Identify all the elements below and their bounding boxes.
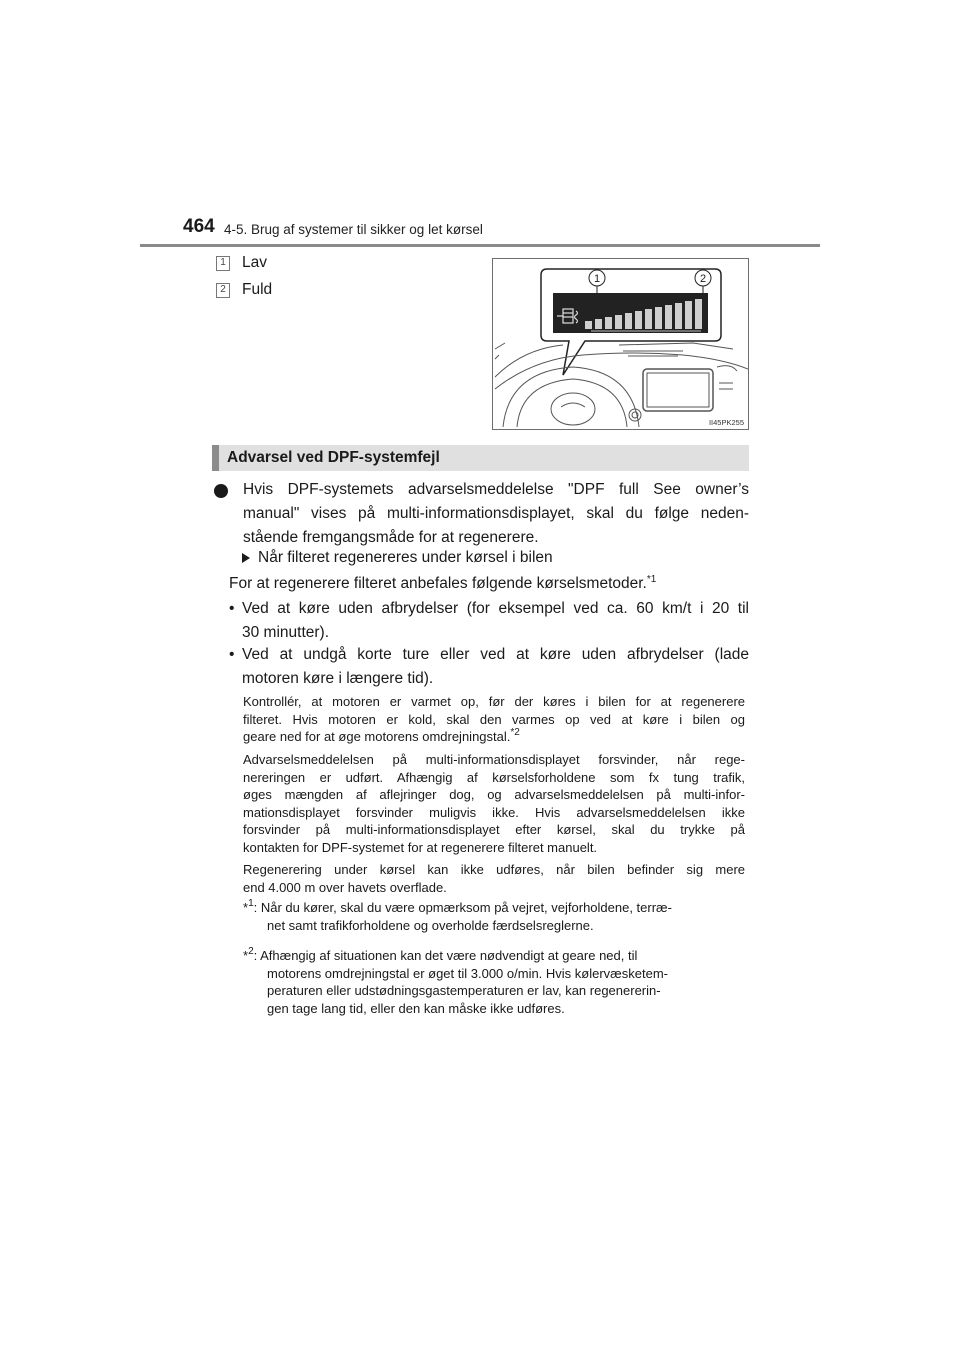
callout-number-2: 2	[216, 283, 230, 298]
figure-code: II45PK255	[708, 418, 744, 427]
dashboard-drawing	[493, 259, 748, 429]
footnote-line: net samt trafikforholdene og overholde færdselsreglerne.	[267, 917, 594, 933]
subheading-text: Advarsel ved DPF-systemfejl	[227, 449, 440, 466]
intro-text: For at regenerere filteret anbefales følgende kørselsmetoder.	[229, 575, 647, 592]
list-line: motoren køre i længere tid).	[242, 670, 434, 687]
bullet-paragraph	[243, 478, 749, 550]
list-line: Ved at køre uden afbrydelser (for eksempel ved ca. 60 km/t i 20 til	[242, 600, 749, 617]
list-line: Ved at undgå korte ture eller ved at køre uden afbrydelser (lade	[242, 646, 749, 663]
footnote-line: : Afhængig af situationen kan det være nødvendigt at geare ned, til	[253, 948, 638, 963]
note-line: geare ned for at øge motorens omdrejningstal.	[243, 729, 511, 744]
callout-label-full: Fuld	[242, 281, 273, 298]
footnote-mark: *	[243, 900, 249, 915]
footnote-number: 1	[248, 898, 254, 909]
bullet-line: stående fremgangsmåde for at regenerere.	[243, 529, 539, 546]
page-number: 464	[183, 216, 215, 237]
driving-method-item	[229, 643, 749, 691]
callout-number-1: 1	[216, 256, 230, 271]
note-line: mationsdisplayet forsvinder muligvis ikke. Hvis advarselsmeddelelsen ikke	[243, 804, 745, 820]
note-warm-engine	[243, 693, 745, 746]
note-footnote-ref: *2	[510, 727, 520, 738]
footnote-mark: *	[243, 948, 249, 963]
intro-footnote-ref: *1	[646, 574, 657, 585]
callout-item-low	[216, 254, 267, 272]
callout-label-low: Lav	[242, 254, 267, 271]
note-line: Advarselsmeddelelsen på multi-informationsdisplayet forsvinder, når rege-	[243, 752, 745, 767]
sub-heading-regeneration: Når filteret regenereres under kørsel i bilen	[258, 549, 553, 566]
header-divider	[140, 244, 820, 247]
intro-paragraph	[229, 572, 656, 596]
footnote-number: 2	[248, 946, 254, 957]
footnote-1	[243, 899, 745, 934]
note-line: Kontrollér, at motoren er varmet op, før der køres i bilen for at regenerere	[243, 694, 745, 709]
list-marker: •	[229, 600, 235, 617]
footnote-line: : Når du kører, skal du være opmærksom på vejret, vejforholdene, terræ-	[253, 900, 672, 915]
footnote-line: gen tage lang tid, eller den kan måske ikke udføres.	[267, 1000, 565, 1016]
note-line: forsvinder på multi-informationsdisplayet efter kørsel, skal du trykke på	[243, 822, 745, 837]
triangle-marker-icon	[242, 553, 250, 563]
note-line: kontakten for DPF-systemet for at regenerere filteret manuelt.	[243, 839, 598, 855]
footnote-line: peraturen eller udstødningsgastemperaturen er lav, kan regenererin-	[267, 983, 661, 998]
note-line: Regenerering under kørsel kan ikke udføres, når bilen befinder sig mere	[243, 862, 745, 877]
footnote-2	[243, 947, 745, 1017]
bullet-line: manual" vises på multi-informationsdisplayet, skal du følge neden-	[243, 505, 749, 522]
bullet-line: Hvis DPF-systemets advarselsmeddelelse "DPF full See owner’s	[243, 481, 749, 498]
dashboard-outline	[495, 343, 748, 427]
note-line: end 4.000 m over havets overflade.	[243, 879, 447, 895]
list-line: 30 minutter).	[242, 624, 330, 641]
section-title: 4-5. Brug af systemer til sikker og let kørsel	[224, 222, 483, 237]
driving-method-item	[229, 597, 749, 645]
footnote-line: motorens omdrejningstal er øget til 3.000 o/min. Hvis kølervæsketem-	[267, 965, 668, 981]
figure-callout-2-label: 2	[699, 273, 707, 285]
dashboard-illustration	[492, 258, 749, 430]
note-line: nereringen er udført. Afhængig af kørselsforholdene som fx tung trafik,	[243, 769, 745, 785]
callout-item-full	[216, 281, 272, 299]
note-altitude	[243, 861, 745, 896]
figure-callout-1-label: 1	[593, 273, 601, 285]
note-line: filteret. Hvis motoren er kold, skal den varmes op ved at køre i bilen og	[243, 711, 745, 727]
note-warning-message	[243, 751, 745, 856]
note-line: øges mængden af aflejringer dog, og advarselsmeddelelsen på multi-infor-	[243, 787, 745, 802]
list-marker: •	[229, 646, 235, 663]
bullet-dot-icon	[214, 484, 228, 498]
subheading-dpf-warning	[212, 445, 749, 471]
